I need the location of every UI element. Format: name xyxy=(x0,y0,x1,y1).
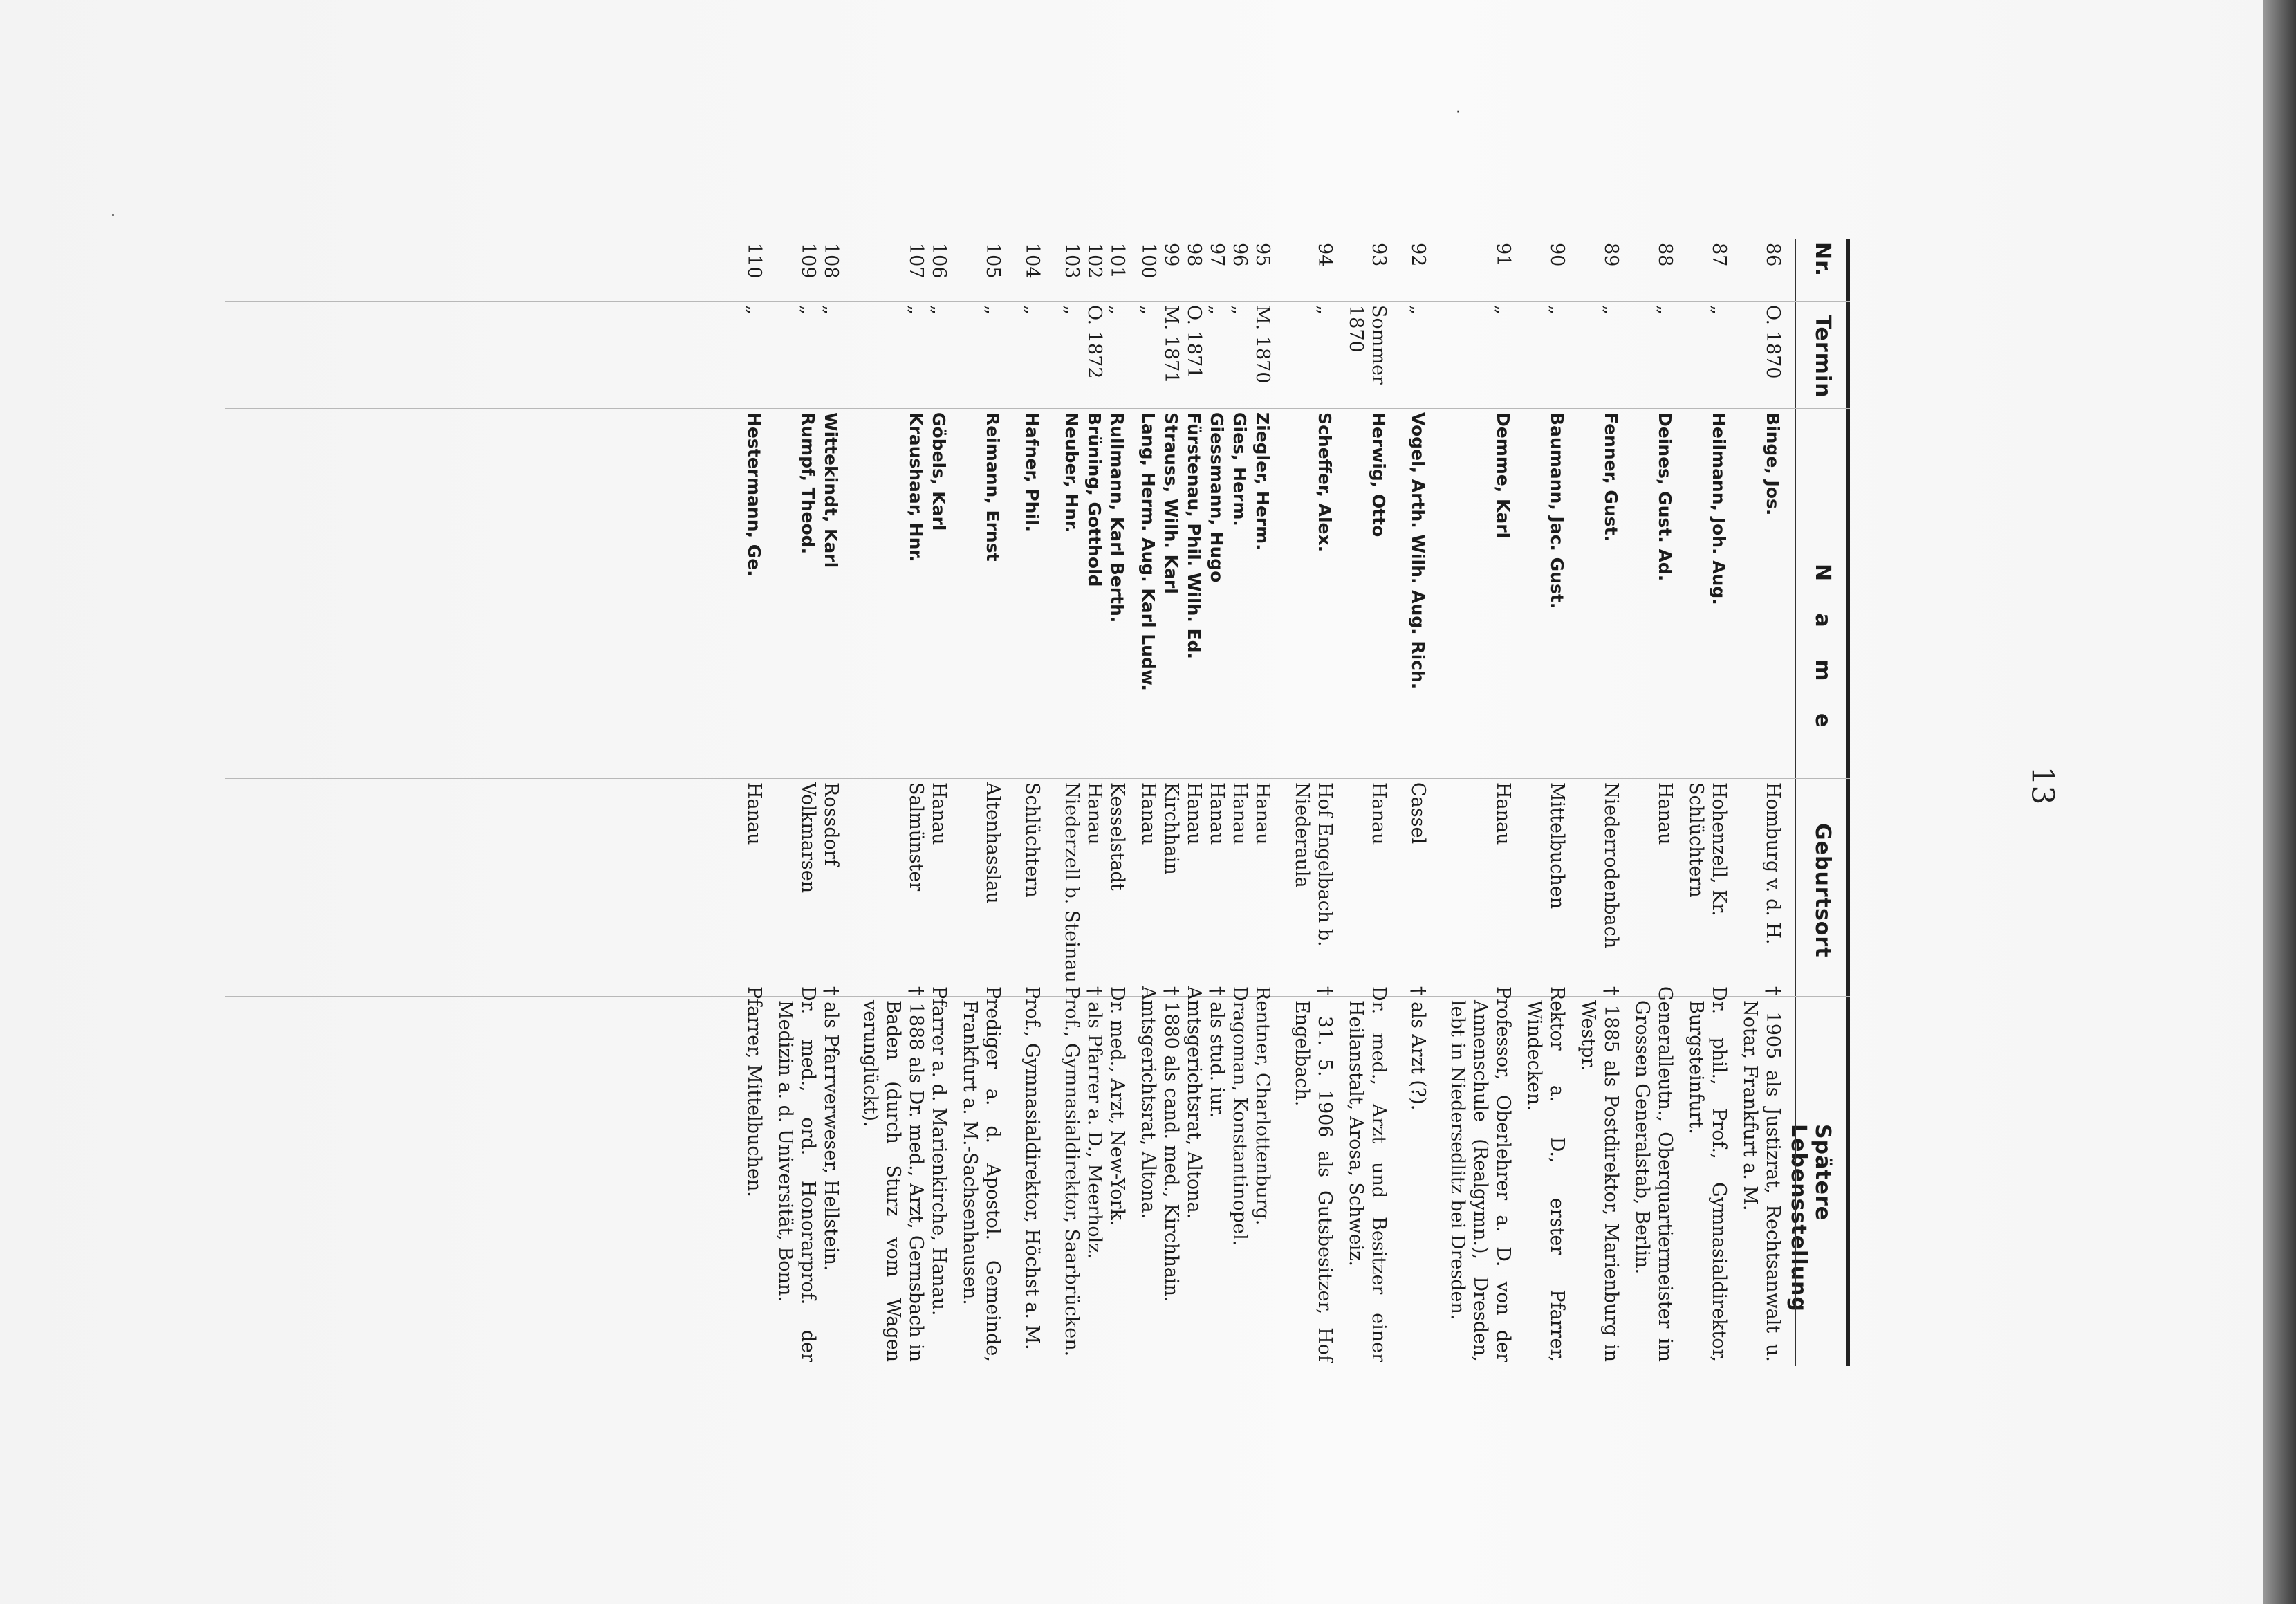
cell-geburtsort: Hanau xyxy=(1084,782,1105,845)
table-row xyxy=(1228,239,1251,1366)
cell-name: Lang, Herm. Aug. Karl Ludw. xyxy=(1138,412,1158,691)
page-edge-shadow xyxy=(2263,0,2296,1604)
cell-spaetere: Prof., Gymnasialdirektor, Saarbrücken. xyxy=(1061,986,1082,1357)
cell-spaetere: Pfarrer, Mittelbuchen. xyxy=(743,986,765,1197)
table-body xyxy=(743,239,1784,1366)
cell-spaetere: Prof., Gymnasialdirektor, Höchst a. M. xyxy=(1021,986,1043,1350)
cell-name: Demme, Karl xyxy=(1493,412,1513,539)
cell-nr: 109 xyxy=(797,243,819,279)
cell-name: Fenner, Gust. xyxy=(1601,412,1621,542)
cell-nr: 96 xyxy=(1229,243,1250,267)
cell-geburtsort: Mittelbuchen xyxy=(1546,782,1568,910)
cell-termin: „ xyxy=(1107,305,1128,315)
cell-geburtsort: Hanau xyxy=(1229,782,1250,845)
cell-nr: 103 xyxy=(1061,243,1082,279)
cell-geburtsort: Hanau xyxy=(1206,782,1228,845)
cell-spaetere: Dr. med., Arzt und Besitzer einer Heilanstalt, Arosa, Schweiz. xyxy=(1345,986,1389,1362)
cell-nr: 89 xyxy=(1600,243,1622,267)
cell-termin: O. 1872 xyxy=(1084,305,1105,379)
cell-geburtsort: Altenhasslau xyxy=(982,782,1003,904)
table-row xyxy=(1685,239,1730,1366)
cell-name: Strauss, Wilh. Karl xyxy=(1161,412,1181,594)
table-row xyxy=(774,239,820,1366)
cell-name: Reimann, Ernst xyxy=(983,412,1003,562)
cell-spaetere: † als Arzt (?). xyxy=(1407,986,1429,1111)
table-row xyxy=(1160,239,1183,1366)
cell-spaetere: Rektor a. D., erster Pfarrer, Windecken. xyxy=(1524,986,1568,1362)
cell-name: Gies, Herm. xyxy=(1230,412,1250,526)
cell-geburtsort: Hanau xyxy=(1368,782,1389,845)
cell-name: Neuber, Hnr. xyxy=(1062,412,1082,533)
table-row xyxy=(743,239,766,1366)
paper-speck: · xyxy=(111,208,115,225)
table-row xyxy=(1577,239,1622,1366)
table-row xyxy=(927,239,950,1366)
cell-geburtsort: Volkmarsen xyxy=(797,782,819,894)
cell-termin: „ xyxy=(905,305,927,315)
cell-termin: „ xyxy=(1600,305,1622,315)
header-geburtsort: Geburtsort xyxy=(1811,823,1835,958)
table-row xyxy=(1407,239,1429,1366)
cell-spaetere: † 31. 5. 1906 als Gutsbesitzer, Hof Engelbach. xyxy=(1291,986,1335,1362)
cell-nr: 88 xyxy=(1654,243,1676,267)
cell-nr: 97 xyxy=(1206,243,1228,267)
cell-nr: 90 xyxy=(1546,243,1568,267)
cell-nr: 105 xyxy=(982,243,1003,279)
cell-name: Scheffer, Alex. xyxy=(1315,412,1335,553)
cell-nr: 86 xyxy=(1762,243,1784,267)
cell-spaetere: † als stud. iur. xyxy=(1206,986,1228,1118)
cell-spaetere: Dragoman, Konstantinopel. xyxy=(1229,986,1250,1246)
cell-geburtsort: Kirchhain xyxy=(1160,782,1182,875)
cell-geburtsort: Hanau xyxy=(1252,782,1273,845)
cell-geburtsort: Hof Engelbach b. Niederaula xyxy=(1291,782,1335,947)
cell-nr: 99 xyxy=(1160,243,1182,267)
table-row xyxy=(959,239,1004,1366)
cell-spaetere: Amtsgerichtsrat, Altona. xyxy=(1138,986,1159,1219)
cell-geburtsort: Cassel xyxy=(1407,782,1429,845)
cell-geburtsort: Niederzell b. Steinau xyxy=(1061,782,1082,983)
cell-nr: 94 xyxy=(1314,243,1335,267)
cell-spaetere: Professor, Oberlehrer a. D. von der Annenschule (Realgymn.), Dresden, lebt in Niedersedlitz bei Dresden. xyxy=(1447,986,1514,1362)
table-row xyxy=(1344,239,1390,1366)
cell-termin: „ xyxy=(743,305,765,315)
table-row xyxy=(1205,239,1228,1366)
cell-spaetere: † 1905 als Justizrat, Rechtsanwalt u. Notar, Frankfurt a. M. xyxy=(1739,986,1784,1362)
cell-nr: 106 xyxy=(928,243,950,279)
cell-name: Göbels, Karl xyxy=(929,412,949,531)
cell-nr: 93 xyxy=(1368,243,1389,267)
cell-geburtsort: Salmünster xyxy=(905,782,927,892)
table-row xyxy=(1137,239,1160,1366)
table-row xyxy=(1183,239,1205,1366)
cell-nr: 102 xyxy=(1084,243,1105,279)
cell-termin: „ xyxy=(928,305,950,315)
cell-termin: O. 1870 xyxy=(1762,305,1784,379)
cell-spaetere: Amtsgerichtsrat, Altona. xyxy=(1183,986,1205,1219)
cell-termin: M. 1870 xyxy=(1252,305,1273,384)
cell-termin: Sommer 1870 xyxy=(1345,305,1389,385)
cell-nr: 110 xyxy=(743,243,765,279)
header-name: N a m e xyxy=(1811,564,1835,740)
cell-geburtsort: Hanau xyxy=(1492,782,1514,845)
cell-name: Herwig, Otto xyxy=(1369,412,1389,537)
table-row xyxy=(1083,239,1106,1366)
cell-nr: 100 xyxy=(1138,243,1159,279)
cell-name: Kraushaar, Hnr. xyxy=(906,412,926,562)
header-spaetere-lebensstellung: Spätere Lebensstellung xyxy=(1786,1124,1835,1312)
cell-geburtsort: Hanau xyxy=(1138,782,1159,845)
cell-spaetere: † als Pfarrverweser, Hellstein. xyxy=(820,986,842,1271)
table-row xyxy=(1021,239,1044,1366)
cell-termin: M. 1871 xyxy=(1160,305,1182,384)
cell-geburtsort: Schlüchtern xyxy=(1021,782,1043,898)
cell-spaetere: Dr. phil., Prof., Gymnasialdirektor, Burgsteinfurt. xyxy=(1685,986,1730,1362)
register-table xyxy=(225,239,1850,1366)
cell-termin: „ xyxy=(1407,305,1429,315)
cell-name: Hafner, Phil. xyxy=(1022,412,1042,533)
cell-geburtsort: Hanau xyxy=(1183,782,1205,845)
table-row xyxy=(1446,239,1515,1366)
cell-termin: „ xyxy=(1492,305,1514,315)
cell-name: Heilmann, Joh. Aug. xyxy=(1709,412,1729,605)
table-row xyxy=(859,239,927,1366)
header-termin: Termin xyxy=(1811,315,1835,398)
cell-spaetere: Prediger a. d. Apostol. Gemeinde, Frankfurt a. M.-Sachsenhausen. xyxy=(959,986,1003,1362)
table-row xyxy=(820,239,842,1366)
cell-name: Fürstenau, Phil. Wilh. Ed. xyxy=(1184,412,1204,660)
cell-nr: 108 xyxy=(820,243,842,279)
cell-nr: 91 xyxy=(1492,243,1514,267)
cell-nr: 107 xyxy=(905,243,927,279)
cell-termin: „ xyxy=(982,305,1003,315)
cell-nr: 101 xyxy=(1107,243,1128,279)
page-number: 13 xyxy=(2024,766,2060,805)
cell-name: Hestermann, Ge. xyxy=(744,412,764,577)
cell-nr: 98 xyxy=(1183,243,1205,267)
cell-name: Wittekindt, Karl xyxy=(821,412,841,569)
cell-termin: O. 1871 xyxy=(1183,305,1205,379)
cell-nr: 92 xyxy=(1407,243,1429,267)
cell-nr: 95 xyxy=(1252,243,1273,267)
cell-spaetere: † 1888 als Dr. med., Arzt, Gernsbach in Baden (durch Sturz vom Wagen verunglückt). xyxy=(860,986,927,1362)
cell-termin: „ xyxy=(1021,305,1043,315)
cell-termin: „ xyxy=(820,305,842,315)
cell-geburtsort: Rossdorf xyxy=(820,782,842,866)
header-nr: Nr. xyxy=(1811,242,1835,277)
cell-geburtsort: Hanau xyxy=(1654,782,1676,845)
cell-geburtsort: Homburg v. d. H. xyxy=(1762,782,1784,945)
cell-termin: „ xyxy=(1546,305,1568,315)
cell-name: Baumann, Jac. Gust. xyxy=(1547,412,1567,609)
cell-name: Vogel, Arth. Wilh. Aug. Rich. xyxy=(1408,412,1428,690)
table-row xyxy=(1739,239,1784,1366)
cell-geburtsort: Hanau xyxy=(743,782,765,845)
cell-termin: „ xyxy=(1138,305,1159,315)
cell-termin: „ xyxy=(1206,305,1228,315)
cell-spaetere: Generalleutn., Oberquartiermeister im Grossen Generalstab, Berlin. xyxy=(1631,986,1676,1362)
cell-termin: „ xyxy=(1708,305,1730,315)
cell-spaetere: † 1880 als cand. med., Kirchhain. xyxy=(1160,986,1182,1302)
cell-spaetere: Dr. med., ord. Honorarprof. der Medizin a. d. Universität, Bonn. xyxy=(775,986,819,1362)
cell-name: Brüning, Gotthold xyxy=(1084,412,1104,587)
cell-geburtsort: Hanau xyxy=(928,782,950,845)
table-row xyxy=(1060,239,1083,1366)
cell-termin: „ xyxy=(797,305,819,315)
cell-name: Giessmann, Hugo xyxy=(1207,412,1227,583)
cell-spaetere: Dr. med., Arzt, New-York. xyxy=(1107,986,1128,1226)
cell-name: Deines, Gust. Ad. xyxy=(1655,412,1675,582)
cell-name: Binge, Jos. xyxy=(1763,412,1783,516)
cell-spaetere: † als Pfarrer a. D., Meerholz. xyxy=(1084,986,1105,1260)
cell-termin: „ xyxy=(1229,305,1250,315)
cell-spaetere: Pfarrer a. d. Marienkirche, Hanau. xyxy=(928,986,950,1316)
cell-termin: „ xyxy=(1654,305,1676,315)
cell-geburtsort: Hohenzell, Kr. Schlüchtern xyxy=(1685,782,1730,916)
table-row xyxy=(1631,239,1676,1366)
cell-nr: 104 xyxy=(1021,243,1043,279)
cell-geburtsort: Niederrodenbach xyxy=(1600,782,1622,949)
cell-termin: „ xyxy=(1061,305,1082,315)
cell-name: Rullmann, Karl Berth. xyxy=(1107,412,1127,623)
table-row xyxy=(1523,239,1568,1366)
cell-spaetere: † 1885 als Postdirektor, Marienburg in Westpr. xyxy=(1577,986,1622,1362)
cell-nr: 87 xyxy=(1708,243,1730,267)
cell-termin: „ xyxy=(1314,305,1335,315)
cell-spaetere: Rentner, Charlottenburg. xyxy=(1252,986,1273,1226)
cell-name: Rumpf, Theod. xyxy=(798,412,818,555)
table-row xyxy=(1106,239,1129,1366)
table-row xyxy=(1290,239,1336,1366)
cell-geburtsort: Kesselstadt xyxy=(1107,782,1128,891)
table-row xyxy=(1251,239,1274,1366)
paper-speck: · xyxy=(1456,104,1461,121)
cell-name: Ziegler, Herm. xyxy=(1252,412,1272,551)
